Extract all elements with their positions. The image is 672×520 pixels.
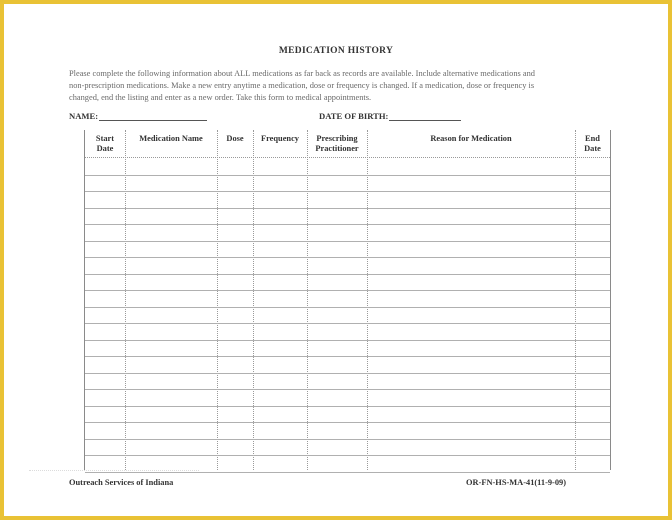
column-divider	[125, 130, 126, 470]
name-field[interactable]	[69, 111, 207, 121]
column-divider	[367, 130, 368, 470]
name-label: NAME:	[69, 111, 99, 121]
table-row[interactable]	[85, 406, 610, 407]
dob-label: DATE OF BIRTH:	[319, 111, 389, 121]
table-row[interactable]	[85, 175, 610, 176]
dob-blank-line[interactable]	[389, 111, 461, 121]
column-divider	[575, 130, 576, 470]
column-header-line: Prescribing	[316, 134, 358, 143]
column-divider	[307, 130, 308, 470]
header-divider	[85, 157, 610, 158]
column-header-line: Date	[584, 144, 601, 153]
column-header-line	[253, 144, 307, 154]
table-row[interactable]	[85, 307, 610, 308]
table-row[interactable]	[85, 241, 610, 242]
column-header-line: Frequency	[261, 134, 299, 143]
table-row[interactable]	[85, 290, 610, 291]
table-row[interactable]	[85, 224, 610, 225]
column-header-line: Dose	[226, 134, 244, 143]
column-divider	[253, 130, 254, 470]
table-row[interactable]	[85, 455, 610, 456]
column-header-prescribing-practitioner	[307, 134, 367, 154]
table-row[interactable]	[85, 323, 610, 324]
table-row[interactable]	[85, 208, 610, 209]
column-header-line	[367, 144, 575, 154]
medication-table	[84, 130, 611, 470]
table-row[interactable]	[85, 422, 610, 423]
footer-form-code: OR-FN-HS-MA-41(11-9-09)	[466, 478, 567, 487]
column-header-line: End	[585, 134, 600, 143]
patient-fields	[69, 111, 609, 125]
table-row[interactable]	[85, 257, 610, 258]
column-header-line	[217, 144, 253, 154]
instruction-line: Please complete the following information about ALL medications as far back as records are available. Include alternative medications and	[69, 69, 535, 78]
footer-organization: Outreach Services of Indiana	[69, 478, 174, 487]
faint-rule	[29, 470, 199, 471]
column-header-dose	[217, 134, 253, 154]
column-header-end-date	[575, 134, 610, 154]
column-header-line: Start	[95, 134, 115, 143]
column-header-reason	[367, 134, 575, 154]
form-page	[4, 4, 668, 516]
column-header-start-date	[85, 134, 125, 154]
table-row[interactable]	[85, 356, 610, 357]
column-header-line: Reason for Medication	[430, 134, 512, 143]
table-row[interactable]	[85, 340, 610, 341]
instruction-line: changed, end the listing and enter as a new order. Take this form to medical appointments.	[69, 93, 372, 102]
table-row[interactable]	[85, 373, 610, 374]
instruction-line: non-prescription medications. Make a new entry anytime a medication, dose or frequency is changed. If a medication, dose or frequency is	[69, 81, 535, 90]
column-header-medication-name	[125, 134, 217, 154]
column-header-line: Date	[96, 144, 114, 153]
name-blank-line[interactable]	[99, 111, 207, 121]
table-row[interactable]	[85, 274, 610, 275]
column-divider	[217, 130, 218, 470]
dob-field[interactable]	[319, 111, 461, 121]
table-row[interactable]	[85, 389, 610, 390]
column-header-frequency	[253, 134, 307, 154]
table-row[interactable]	[85, 472, 610, 473]
table-row[interactable]	[85, 439, 610, 440]
instructions	[69, 68, 601, 104]
form-title: MEDICATION HISTORY	[278, 46, 394, 56]
column-header-line: Practitioner	[315, 144, 359, 153]
table-row[interactable]	[85, 191, 610, 192]
column-header-line	[125, 144, 217, 154]
column-header-line: Medication Name	[139, 134, 203, 143]
